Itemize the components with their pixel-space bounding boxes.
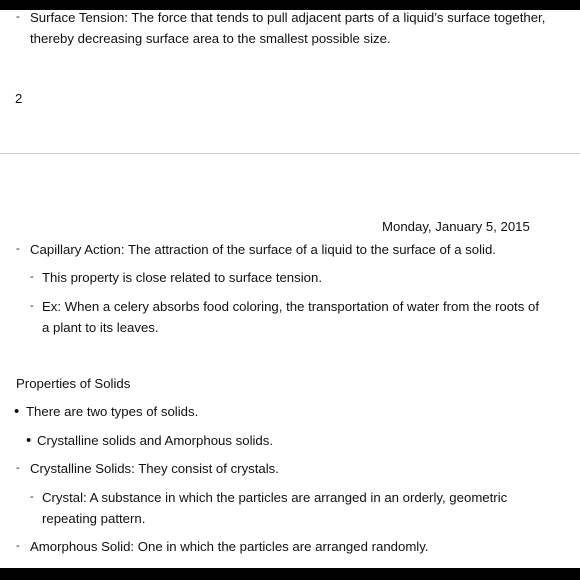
solids-heading: Properties of Solids xyxy=(16,376,131,391)
amorphous-solid-text: Amorphous Solid: One in which the particles are arranged randomly. xyxy=(30,539,429,554)
dash-marker: - xyxy=(30,491,34,503)
bottom-black-bar xyxy=(0,568,580,580)
surface-tension-text-line1: Surface Tension: The force that tends to pull adjacent parts of a liquid’s surface together, xyxy=(30,10,546,25)
capillary-example-line1: Ex: When a celery absorbs food coloring, the transportation of water from the roots of xyxy=(42,299,539,314)
page-date: Monday, January 5, 2015 xyxy=(382,219,530,234)
page-divider xyxy=(0,153,580,154)
capillary-action-text: Capillary Action: The attraction of the surface of a liquid to the surface of a solid. xyxy=(30,242,496,257)
crystal-definition-line2: repeating pattern. xyxy=(42,511,146,526)
crystal-definition-line1: Crystal: A substance in which the particles are arranged in an orderly, geometric xyxy=(42,490,508,505)
capillary-example-line2: a plant to its leaves. xyxy=(42,320,159,335)
dash-marker: - xyxy=(16,540,20,552)
solids-types-text: There are two types of solids. xyxy=(26,404,199,419)
bullet-marker: • xyxy=(14,403,20,420)
crystalline-solids-text: Crystalline Solids: They consist of crystals. xyxy=(30,461,279,476)
capillary-note-text: This property is close related to surface tension. xyxy=(42,270,323,285)
dash-marker: - xyxy=(30,300,34,312)
solids-types-sub-text: Crystalline solids and Amorphous solids. xyxy=(37,433,274,448)
dash-marker: - xyxy=(16,11,20,23)
dash-marker: - xyxy=(16,462,20,474)
surface-tension-text-line2: thereby decreasing surface area to the smallest possible size. xyxy=(30,31,391,46)
dash-marker: - xyxy=(16,243,20,255)
bullet-marker: • xyxy=(26,432,32,449)
page-number: 2 xyxy=(15,91,23,106)
dash-marker: - xyxy=(30,271,34,283)
